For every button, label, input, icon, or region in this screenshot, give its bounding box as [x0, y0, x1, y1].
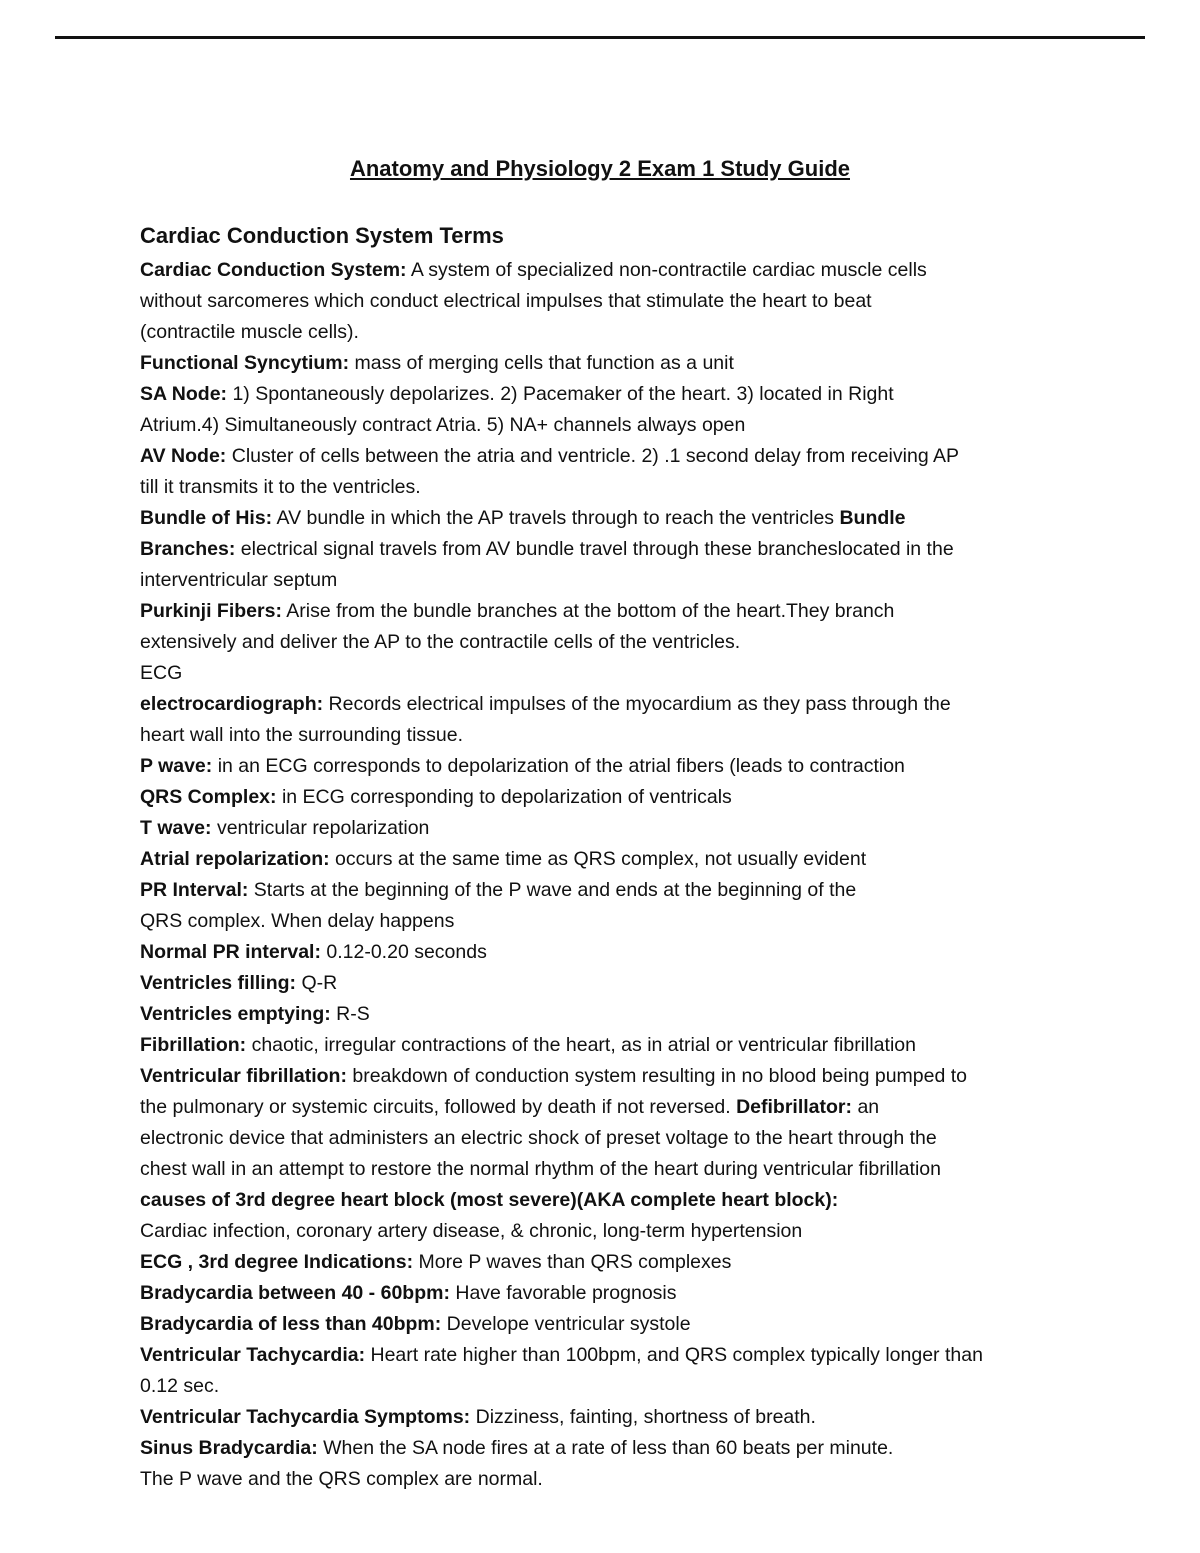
text-line: [140, 875, 1070, 906]
term-definition: interventricular septum: [140, 569, 338, 591]
term-label: causes of 3rd degree heart block (most severe)(AKA complete heart block):: [140, 1189, 839, 1211]
text-line: [140, 689, 1070, 720]
text-line: [140, 1433, 1070, 1464]
text-line: [140, 379, 1070, 410]
term-definition: mass of merging cells that function as a unit: [349, 352, 734, 374]
term-label: Ventricles emptying:: [140, 1003, 331, 1025]
text-line: [140, 999, 1070, 1030]
term-label: Normal PR interval:: [140, 941, 321, 963]
text-line: [140, 565, 1070, 596]
text-line: [140, 782, 1070, 813]
term-definition: Records electrical impulses of the myocardium as they pass through the: [323, 693, 951, 715]
term-definition: AV bundle in which the AP travels through to reach the ventricles: [272, 507, 840, 529]
term-definition: without sarcomeres which conduct electrical impulses that stimulate the heart to beat: [140, 290, 872, 312]
text-line: [140, 1030, 1070, 1061]
term-definition: A system of specialized non-contractile cardiac muscle cells: [406, 259, 927, 281]
term-label: Ventricular Tachycardia:: [140, 1344, 366, 1366]
text-line: [140, 1464, 1070, 1495]
text-line: [140, 968, 1070, 999]
text-line: [140, 1247, 1070, 1278]
text-line: [140, 720, 1070, 751]
term-label: T wave:: [140, 817, 212, 839]
term-definition: When the SA node fires at a rate of less than 60 beats per minute.: [317, 1437, 894, 1459]
term-definition: 0.12 sec.: [140, 1375, 220, 1397]
term-definition: 0.12-0.20 seconds: [320, 941, 487, 963]
term-definition: Dizziness, fainting, shortness of breath.: [470, 1406, 816, 1428]
text-line: [140, 1309, 1070, 1340]
text-line: [140, 1185, 1070, 1216]
text-line: [140, 503, 1070, 534]
term-label: Bundle of His:: [140, 507, 273, 529]
term-definition: till it transmits it to the ventricles.: [140, 476, 421, 498]
term-definition: 1) Spontaneously depolarizes. 2) Pacemaker of the heart. 3) located in Right: [227, 383, 894, 405]
text-line: [140, 1402, 1070, 1433]
term-definition: extensively and deliver the AP to the contractile cells of the ventricles.: [140, 631, 741, 653]
text-line: [140, 410, 1070, 441]
term-label: Ventricular Tachycardia Symptoms:: [140, 1406, 471, 1428]
term-definition: Heart rate higher than 100bpm, and QRS complex typically longer than: [365, 1344, 983, 1366]
text-line: [140, 906, 1070, 937]
term-definition: The P wave and the QRS complex are normal.: [140, 1468, 543, 1490]
term-label: Cardiac Conduction System:: [140, 259, 407, 281]
term-label: electrocardiograph:: [140, 693, 324, 715]
term-definition: ventricular repolarization: [211, 817, 430, 839]
term-label: Bradycardia between 40 - 60bpm:: [140, 1282, 450, 1304]
term-label: Purkinji Fibers:: [140, 600, 282, 622]
text-line: [140, 1061, 1070, 1092]
term-definition: Starts at the beginning of the P wave and ends at the beginning of the: [248, 879, 857, 901]
text-line: [140, 255, 1070, 286]
text-line: [140, 534, 1070, 565]
study-guide-body: [140, 255, 1070, 1495]
text-line: [140, 813, 1070, 844]
term-label: QRS Complex:: [140, 786, 277, 808]
term-definition: an: [852, 1096, 880, 1118]
text-line: [140, 1340, 1070, 1371]
term-definition: (contractile muscle cells).: [140, 321, 359, 343]
term-label: Functional Syncytium:: [140, 352, 350, 374]
term-definition: chaotic, irregular contractions of the heart, as in atrial or ventricular fibrillation: [246, 1034, 916, 1056]
term-definition: electrical signal travels from AV bundle travel through these brancheslocated in the: [235, 538, 954, 560]
text-line: [140, 1216, 1070, 1247]
text-line: [140, 1154, 1070, 1185]
term-label: Defibrillator:: [736, 1096, 853, 1118]
term-definition: electronic device that administers an electric shock of preset voltage to the heart through the: [140, 1127, 937, 1149]
term-label: SA Node:: [140, 383, 228, 405]
term-label: P wave:: [140, 755, 213, 777]
term-label: Fibrillation:: [140, 1034, 247, 1056]
text-line: [140, 1092, 1070, 1123]
text-line: [140, 844, 1070, 875]
term-label: Sinus Bradycardia:: [140, 1437, 318, 1459]
document-title: Anatomy and Physiology 2 Exam 1 Study Guide: [349, 156, 850, 181]
term-definition: Cardiac infection, coronary artery disease, & chronic, long-term hypertension: [140, 1220, 803, 1242]
term-definition: the pulmonary or systemic circuits, followed by death if not reversed.: [140, 1096, 737, 1118]
term-definition: Arise from the bundle branches at the bottom of the heart.They branch: [281, 600, 895, 622]
text-line: [140, 1278, 1070, 1309]
text-line: [140, 658, 1070, 689]
term-definition: Develope ventricular systole: [441, 1313, 691, 1335]
text-line: [140, 286, 1070, 317]
term-label: Ventricles filling:: [140, 972, 297, 994]
term-definition: R-S: [330, 1003, 370, 1025]
term-definition: Cluster of cells between the atria and ventricle. 2) .1 second delay from receiving AP: [226, 445, 960, 467]
term-label: Ventricular fibrillation:: [140, 1065, 347, 1087]
term-definition: Atrium.4) Simultaneously contract Atria. 5) NA+ channels always open: [140, 414, 746, 436]
term-definition: More P waves than QRS complexes: [413, 1251, 732, 1273]
term-label: Bundle: [839, 507, 906, 529]
term-definition: occurs at the same time as QRS complex, not usually evident: [329, 848, 867, 870]
term-definition: ECG: [140, 662, 183, 684]
term-label: PR Interval:: [140, 879, 249, 901]
term-definition: in ECG corresponding to depolarization of ventricals: [276, 786, 732, 808]
term-definition: Have favorable prognosis: [449, 1282, 677, 1304]
term-label: Branches:: [140, 538, 236, 560]
term-definition: QRS complex. When delay happens: [140, 910, 455, 932]
term-definition: in an ECG corresponds to depolarization of the atrial fibers (leads to contraction: [212, 755, 905, 777]
term-label: Bradycardia of less than 40bpm:: [140, 1313, 442, 1335]
text-line: [140, 627, 1070, 658]
term-label: AV Node:: [140, 445, 227, 467]
text-line: [140, 596, 1070, 627]
text-line: [140, 472, 1070, 503]
text-line: [140, 317, 1070, 348]
text-line: [140, 1371, 1070, 1402]
text-line: [140, 751, 1070, 782]
text-line: [140, 1123, 1070, 1154]
term-definition: Q-R: [296, 972, 338, 994]
term-label: ECG , 3rd degree Indications:: [140, 1251, 414, 1273]
term-definition: breakdown of conduction system resulting in no blood being pumped to: [346, 1065, 968, 1087]
term-definition: heart wall into the surrounding tissue.: [140, 724, 464, 746]
term-label: Atrial repolarization:: [140, 848, 330, 870]
term-definition: chest wall in an attempt to restore the normal rhythm of the heart during ventricular fibrillation: [140, 1158, 941, 1180]
section-heading: Cardiac Conduction System Terms: [140, 223, 504, 248]
text-line: [140, 348, 1070, 379]
text-line: [140, 937, 1070, 968]
top-horizontal-rule: [55, 36, 1145, 39]
text-line: [140, 441, 1070, 472]
